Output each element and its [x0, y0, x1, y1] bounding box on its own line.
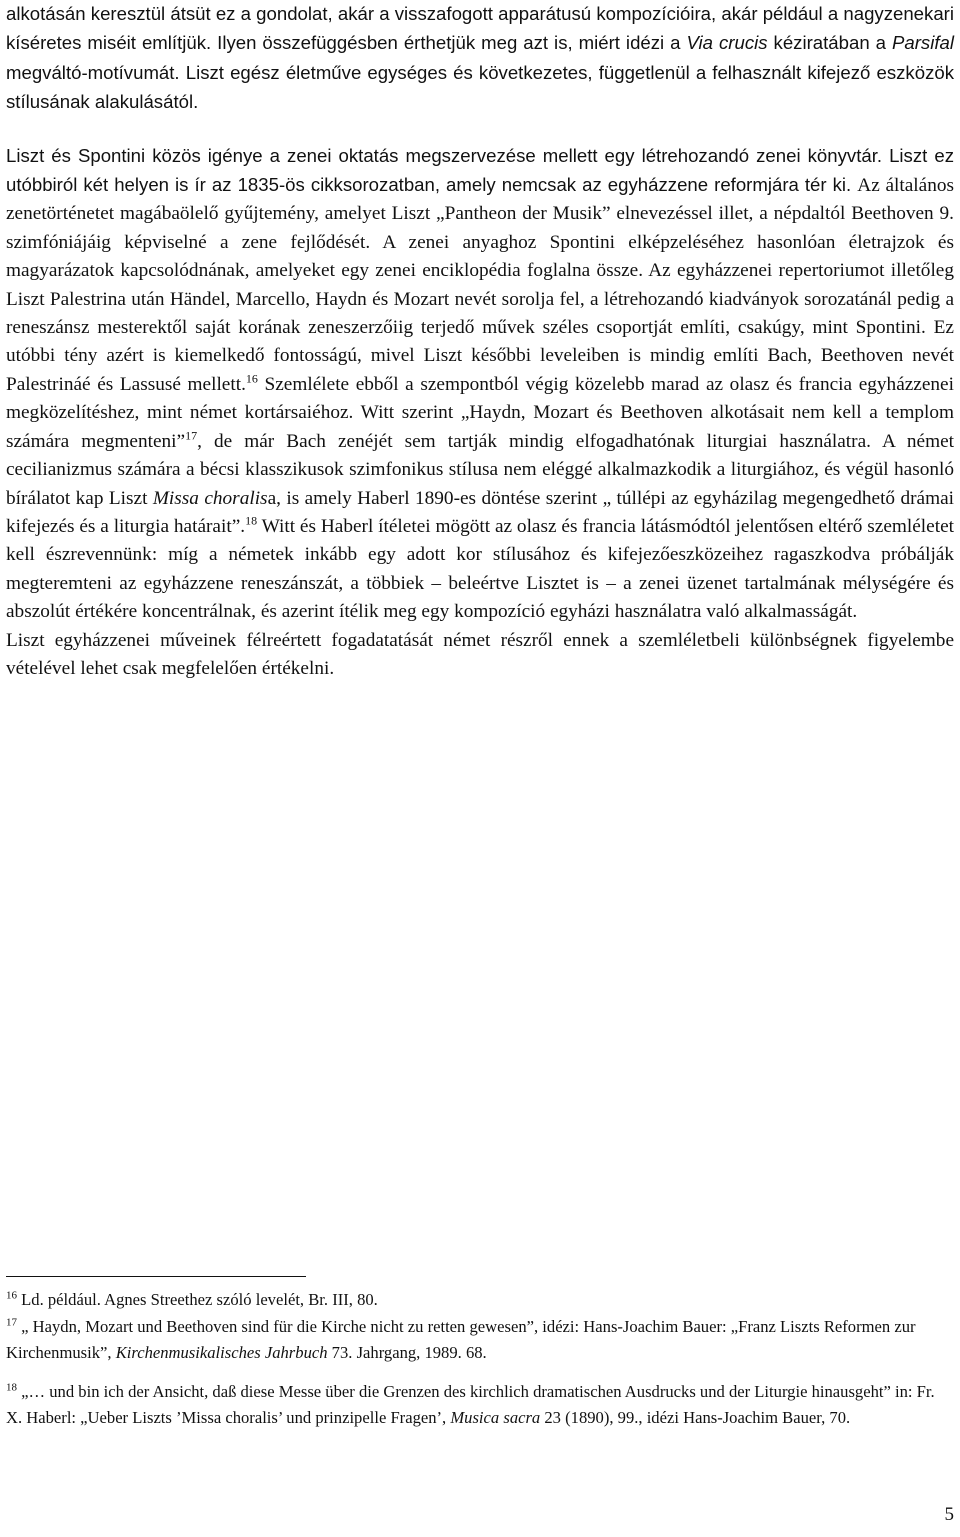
paragraph-1: [6, 0, 954, 118]
footnote-18: [6, 1379, 954, 1432]
footnote-17-text-b: 73. Jahrgang, 1989. 68.: [327, 1343, 487, 1362]
footnote-17-text-a: „ Haydn, Mozart und Beethoven sind für die Kirche nicht zu retten gewesen”, idézi: Hans-Joachim Bauer: „Franz Liszts Reformen zur Kirchenmusik”,: [6, 1316, 916, 1362]
footnote-separator: [6, 1276, 306, 1277]
footnote-18-text-b: 23 (1890), 99., idézi Hans-Joachim Bauer, 70.: [540, 1408, 851, 1427]
p1-text-c: megváltó-motívumát.: [6, 61, 186, 83]
footnote-16: [6, 1287, 954, 1314]
p2-text-e: Szemlélete ebből a szempontból végig közelebb marad az olasz és francia egyházzenei megközelítéshez, mint német kortársaiéhoz. Witt szerint „Haydn, Mozart és Beethoven alkotásait nem kell a templom számára megmenteni”: [6, 373, 954, 452]
p2-text-a: Liszt és Spontini közös igénye a zenei oktatás megszervezése mellett egy létrehozandó zenei könyvtár. Liszt ez utóbbiról két helyen is ír az 1835-ös cikksorozatban, amely nemcsak az egyházzene reformjára tér ki.: [6, 144, 954, 196]
p1-text-d: Liszt egész életműve egységes és következetes, függetlenül a felhasznált kifejező eszközök stílusának alakulásától.: [6, 61, 955, 113]
footnote-17-journal: Kirchenmusikalisches Jahrbuch: [115, 1343, 328, 1362]
p2-text-d: Az egyházzenei repertoriumot illetőleg Liszt Palestrina után Händel, Marcello, Haydn és Mozart nevét sorolja fel, a létrehozandó kiadványok sorozatánál pedig a reneszánsz mesterektől saját korának zeneszerzőiig terjedő művek széles csoportját említi, csakúgy, mint Spontini. Ez utóbbi tény azért is kiemelkedő fontosságú, mivel Liszt későbbi leveleiben is mindig említi Bach, Beethoven nevét Palestrináé és Lassusé mellett.: [6, 260, 954, 395]
p1-text-b: kéziratában a: [767, 32, 892, 54]
footnote-ref-17[interactable]: 17: [185, 428, 198, 443]
p2-text-h: Witt és Haberl ítéletei mögött az olasz és francia látásmódtól jelentősen eltérő szemléletet kell észrevennünk: míg a németek inkább egy adott kor stílusához és kifejezőeszközeihez ragaszkodva próbálják megteremteni az egyházzene reneszánszát, a többiek – beleértve Lisztet is – a zenei üzenet tartalmának mélységére és abszolút értékére koncentrálnak, és azerint ítélik meg egy kompozíció egyházi használatra való alkalmasságát.: [6, 515, 954, 623]
p2-text-c: A zenei anyaghoz Spontini elképzeléséhez hasonlóan életrajzok és magyarázatok kapcsolódnának, amelyeket egy zenei enciklopédia foglalna össze.: [6, 231, 954, 282]
document-page: [6, 0, 954, 683]
footnote-17-number: 17: [6, 1315, 17, 1328]
footnotes: [6, 1276, 954, 1432]
footnote-ref-16[interactable]: 16: [245, 371, 258, 386]
footnote-18-journal: Musica sacra: [450, 1408, 541, 1427]
p2-text-b: Az általános zenetörténetet magábaölelő gyűjtemény, amelyet Liszt „Pantheon der Musik” elnevezéssel illet, a népdaltól Beethoven 9. szimfóniájáig képviselné a zene fejlődését.: [6, 175, 954, 253]
footnote-16-text: Ld. például. Agnes Streethez szóló levelét, Br. III, 80.: [17, 1290, 378, 1309]
missa-choralis-title: Missa choralis: [152, 487, 268, 509]
footnote-ref-18[interactable]: 18: [245, 513, 258, 528]
p2-text-g: , is amely Haberl 1890-es döntése szerint „ túllépi az egyházilag megengedhető drámai kifejezés és a liturgia határait”.: [6, 487, 955, 537]
parsifal-title: Parsifal: [891, 32, 954, 54]
footnote-18-text-a: „… und bin ich der Ansicht, daß diese Messe über die Grenzen des kirchlich dramatischen Ausdrucks und der Liturgie hinausgeht” in: Fr. X. Haberl: „Ueber Liszts ’Missa choralis’ und prinzipelle Fragen’,: [6, 1381, 935, 1427]
p1-text-a: alkotásán keresztül átsüt ez a gondolat, akár a visszafogott apparátusú kompozícióira, akár például a nagyzenekari kíséretes miséit említjük. Ilyen összefüggésben érthetjük meg azt is, miért idézi a: [6, 3, 954, 54]
footnote-18-number: 18: [6, 1380, 17, 1393]
missa-suffix: a: [267, 487, 277, 509]
footnote-16-number: 16: [6, 1289, 17, 1302]
paragraph-3: Liszt egyházzenei műveinek félreértett fogadatatását német részről ennek a szemléletbeli különbségnek figyelembe vételével lehet csak megfelelően értékelni.: [6, 629, 954, 679]
page-number: 5: [944, 1504, 954, 1525]
p2-text-f: , de már Bach zenéjét sem tartják mindig elfogadhatónak liturgiai használatra. A német cecilianizmus számára a bécsi klasszikusok szimfonikus stílusa nem eléggé alkalmazkodik a liturgiához, és végül hasonló bírálatot kap Liszt: [6, 430, 955, 509]
via-crucis-title: Via crucis: [686, 32, 768, 54]
footnote-17: [6, 1314, 954, 1367]
paragraph-2: [6, 142, 954, 627]
